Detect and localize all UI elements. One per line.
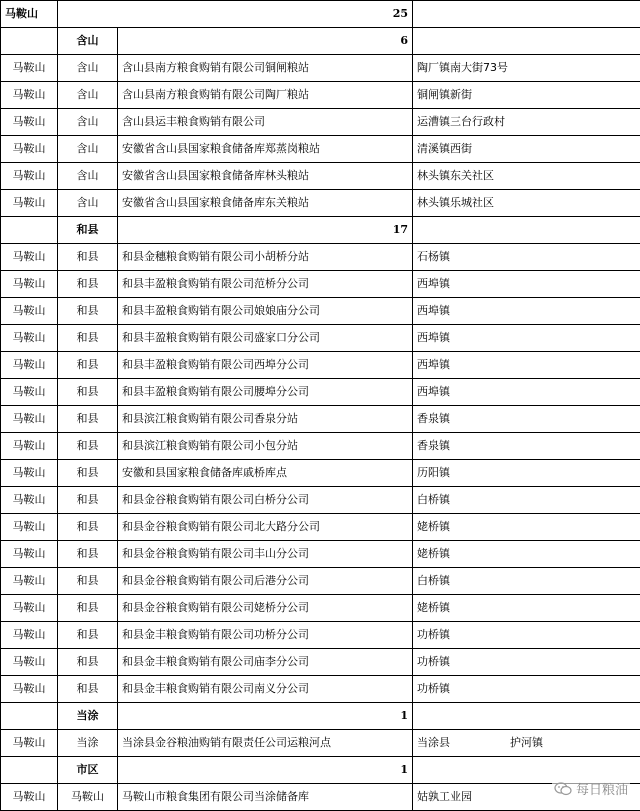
address-text: 西埠镇 [417,304,450,317]
city-cell: 马鞍山 [1,190,58,217]
address-text: 陶厂镇南大街73号 [417,61,508,74]
address-cell [413,244,640,271]
address-cell [413,406,640,433]
address-text: 西埠镇 [417,385,450,398]
company-cell: 安徽省含山县国家粮食储备库郑蒸岗粮站 [118,136,413,163]
table-row [1,55,640,82]
address-cell [413,433,640,460]
city-cell: 马鞍山 [1,730,58,757]
watermark [552,779,630,798]
county-cell: 含山 [58,82,118,109]
table-row [1,460,640,487]
city-cell: 马鞍山 [1,487,58,514]
address-text: 运漕镇三台行政村 [417,115,505,128]
address-text: 铜闸镇新街 [417,88,472,101]
city-cell: 马鞍山 [1,244,58,271]
empty-cell [413,703,640,730]
address-text: 功桥镇 [417,682,450,695]
table-row [1,784,640,811]
company-cell: 和县丰盈粮食购销有限公司盛家口分公司 [118,325,413,352]
table-row [1,433,640,460]
address-text: 林头镇乐城社区 [417,196,494,209]
empty-cell [1,217,58,244]
address-cell [413,514,640,541]
address-text: 当涂县 [417,736,450,749]
company-cell: 和县金谷粮食购销有限公司北大路分公司 [118,514,413,541]
table-row [1,568,640,595]
table-row [1,190,640,217]
address-cell [413,298,640,325]
county-cell: 和县 [58,487,118,514]
county-count: 6 [118,28,413,55]
city-cell: 马鞍山 [1,460,58,487]
company-cell: 和县金谷粮食购销有限公司姥桥分公司 [118,595,413,622]
address-text: 石杨镇 [417,250,450,263]
address-text: 香泉镇 [417,412,450,425]
company-cell: 和县金丰粮食购销有限公司功桥分公司 [118,622,413,649]
city-cell: 马鞍山 [1,568,58,595]
company-cell: 和县金丰粮食购销有限公司南义分公司 [118,676,413,703]
company-cell: 安徽省含山县国家粮食储备库东关粮站 [118,190,413,217]
county-cell: 含山 [58,136,118,163]
table-row [1,676,640,703]
county-cell: 含山 [58,163,118,190]
county-header-row [1,217,640,244]
city-cell: 马鞍山 [1,595,58,622]
company-cell: 和县丰盈粮食购销有限公司范桥分公司 [118,271,413,298]
address-text: 西埠镇 [417,331,450,344]
region-header-row [1,1,640,28]
address-text: 白桥镇 [417,574,450,587]
empty-cell [413,28,640,55]
city-cell: 马鞍山 [1,82,58,109]
company-cell: 和县金丰粮食购销有限公司庙李分公司 [118,649,413,676]
table-row [1,622,640,649]
city-cell: 马鞍山 [1,649,58,676]
region-count: 25 [58,1,413,28]
city-cell: 马鞍山 [1,433,58,460]
city-cell: 马鞍山 [1,379,58,406]
county-cell: 含山 [58,190,118,217]
company-cell: 含山县南方粮食购销有限公司陶厂粮站 [118,82,413,109]
address-text: 香泉镇 [417,439,450,452]
county-name: 市区 [58,757,118,784]
company-cell: 和县滨江粮食购销有限公司小包分站 [118,433,413,460]
company-cell: 和县滨江粮食购销有限公司香泉分站 [118,406,413,433]
address-cell [413,622,640,649]
county-name: 含山 [58,28,118,55]
company-cell: 和县丰盈粮食购销有限公司娘娘庙分公司 [118,298,413,325]
company-cell: 含山县南方粮食购销有限公司铜闸粮站 [118,55,413,82]
county-cell: 和县 [58,244,118,271]
county-header-row [1,703,640,730]
county-cell: 含山 [58,109,118,136]
address-text: 西埠镇 [417,358,450,371]
address-cell [413,649,640,676]
city-cell: 马鞍山 [1,541,58,568]
city-cell: 马鞍山 [1,271,58,298]
table-row [1,595,640,622]
address-cell [413,541,640,568]
empty-cell [1,703,58,730]
company-cell: 马鞍山市粮食集团有限公司当涂储备库 [118,784,413,811]
county-name: 当涂 [58,703,118,730]
address-text: 白桥镇 [417,493,450,506]
city-cell: 马鞍山 [1,55,58,82]
address-cell [413,190,640,217]
county-cell: 当涂 [58,730,118,757]
company-cell: 和县丰盈粮食购销有限公司腰埠分公司 [118,379,413,406]
company-cell: 和县金谷粮食购销有限公司白桥分公司 [118,487,413,514]
county-cell: 和县 [58,541,118,568]
city-cell: 马鞍山 [1,514,58,541]
city-cell: 马鞍山 [1,325,58,352]
table-row [1,352,640,379]
address-cell [413,325,640,352]
city-cell: 马鞍山 [1,109,58,136]
address-text: 历阳镇 [417,466,450,479]
county-cell: 和县 [58,352,118,379]
county-cell: 和县 [58,595,118,622]
address-cell [413,352,640,379]
city-cell: 马鞍山 [1,676,58,703]
company-cell: 和县金穗粮食购销有限公司小胡桥分站 [118,244,413,271]
county-count: 1 [118,703,413,730]
address-cell [413,136,640,163]
company-cell: 安徽省含山县国家粮食储备库林头粮站 [118,163,413,190]
table-row [1,298,640,325]
city-cell: 马鞍山 [1,136,58,163]
county-cell: 和县 [58,433,118,460]
address-text: 林头镇东关社区 [417,169,494,182]
wechat-icon [554,782,572,796]
address-cell [413,595,640,622]
empty-cell [413,217,640,244]
company-cell: 安徽和县国家粮食储备库戚桥库点 [118,460,413,487]
table-row [1,244,640,271]
table-row [1,163,640,190]
company-cell: 和县金谷粮食购销有限公司后港分公司 [118,568,413,595]
table-row [1,271,640,298]
city-cell: 马鞍山 [1,406,58,433]
table-row [1,136,640,163]
county-cell: 和县 [58,676,118,703]
address-cell [413,271,640,298]
address-cell [413,730,640,757]
table-body [1,1,640,811]
county-cell: 和县 [58,622,118,649]
address-text: 姥桥镇 [417,547,450,560]
table-row [1,82,640,109]
county-cell: 和县 [58,649,118,676]
company-cell: 和县丰盈粮食购销有限公司西埠分公司 [118,352,413,379]
city-cell: 马鞍山 [1,352,58,379]
table-row [1,649,640,676]
address-cell [413,109,640,136]
address-text: 清溪镇西街 [417,142,472,155]
address-cell [413,676,640,703]
table-row [1,487,640,514]
empty-cell [1,28,58,55]
address-text: 功桥镇 [417,628,450,641]
company-cell: 和县金谷粮食购销有限公司丰山分公司 [118,541,413,568]
table-row [1,541,640,568]
address-text-secondary: 护河镇 [510,736,543,749]
county-cell: 马鞍山 [58,784,118,811]
city-cell: 马鞍山 [1,298,58,325]
county-cell: 和县 [58,298,118,325]
address-text: 姑孰工业园 [417,790,472,803]
address-cell [413,568,640,595]
city-cell: 马鞍山 [1,784,58,811]
company-cell: 当涂县金谷粮油购销有限责任公司运粮河点 [118,730,413,757]
empty-cell [1,757,58,784]
table-row [1,514,640,541]
address-cell [413,487,640,514]
table-row [1,325,640,352]
table-row [1,730,640,757]
county-header-row [1,28,640,55]
region-name: 马鞍山 [1,1,58,28]
county-cell: 和县 [58,568,118,595]
county-count: 17 [118,217,413,244]
county-cell: 和县 [58,514,118,541]
address-cell [413,460,640,487]
city-cell: 马鞍山 [1,622,58,649]
address-cell [413,379,640,406]
county-cell: 和县 [58,271,118,298]
county-cell: 和县 [58,325,118,352]
table-row [1,406,640,433]
company-cell: 含山县运丰粮食购销有限公司 [118,109,413,136]
city-cell: 马鞍山 [1,163,58,190]
address-text: 功桥镇 [417,655,450,668]
county-header-row [1,757,640,784]
address-cell [413,55,640,82]
watermark-text: 每日粮油 [576,779,628,798]
county-cell: 和县 [58,460,118,487]
table-row [1,379,640,406]
county-count: 1 [118,757,413,784]
table-row [1,109,640,136]
county-cell: 和县 [58,379,118,406]
county-name: 和县 [58,217,118,244]
address-text: 姥桥镇 [417,520,450,533]
county-cell: 含山 [58,55,118,82]
address-cell [413,163,640,190]
county-cell: 和县 [58,406,118,433]
address-cell [413,82,640,109]
address-text: 西埠镇 [417,277,450,290]
address-text: 姥桥镇 [417,601,450,614]
